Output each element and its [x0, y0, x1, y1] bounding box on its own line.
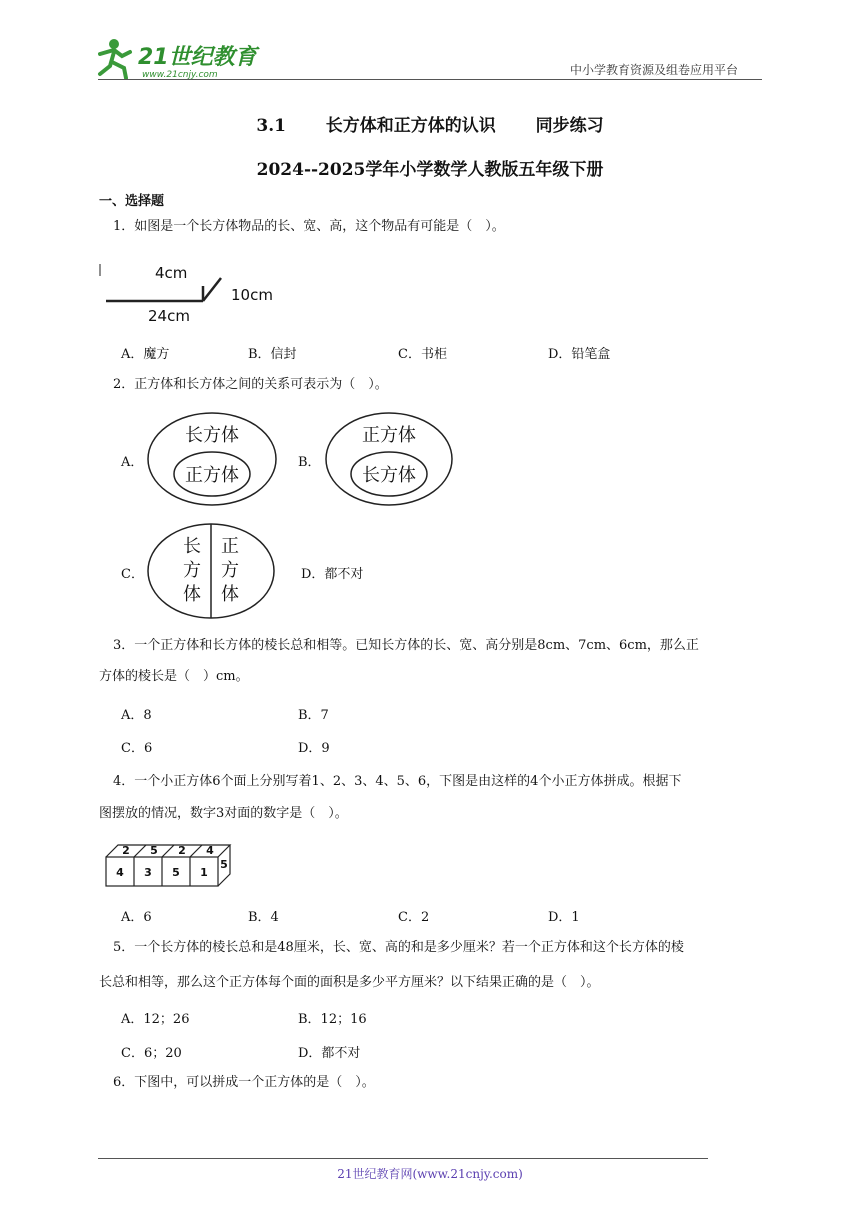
cube-3-front: 5 — [172, 866, 180, 879]
question-3-text-line1: 3．一个正方体和长方体的棱长总和相等。已知长方体的长、宽、高分别是8cm、7cm、6cm，那么正 — [113, 638, 699, 653]
cube-2-front: 3 — [144, 866, 152, 879]
cube-3-top: 2 — [178, 844, 186, 857]
question-2-text: 2．正方体和长方体之间的关系可表示为（ ）。 — [113, 377, 388, 392]
logo-text: 21世纪教育 — [138, 45, 257, 70]
question-5-text-line2: 长总和相等，那么这个正方体每个面的面积是多少平方厘米？以下结果正确的是（ ）。 — [99, 975, 600, 990]
diagram-c-left-1: 长 — [183, 536, 201, 557]
diagram-c-left-2: 方 — [183, 560, 201, 581]
label-height: 10cm — [231, 286, 273, 304]
question-1-figure — [98, 258, 288, 328]
diagram-b-inner-label: 长方体 — [362, 465, 416, 486]
diagram-a-inner-label: 正方体 — [185, 465, 239, 486]
runner-icon — [100, 39, 130, 78]
title-section-number: 3.1 — [256, 116, 286, 136]
diagram-a — [146, 411, 278, 507]
question-4-text-line1: 4．一个小正方体6个面上分别写着1、2、3、4、5、6，下图是由这样的4个小正方体拼成。根据下 — [113, 774, 682, 789]
q2-option-d[interactable]: D．都不对 — [301, 567, 364, 582]
label-width: 4cm — [155, 264, 188, 282]
header-divider — [98, 79, 762, 80]
question-4-text-line2: 图摆放的情况，数字3对面的数字是（ ）。 — [99, 806, 348, 821]
q2-option-b[interactable]: B． — [298, 455, 321, 470]
q4-option-c[interactable]: C．2 — [398, 910, 430, 925]
diagram-b-outer-label: 正方体 — [362, 425, 416, 446]
q4-option-a[interactable]: A．6 — [121, 910, 152, 925]
question-4-cubes-figure — [104, 841, 236, 889]
title-name: 长方体和正方体的认识 — [325, 116, 496, 136]
label-length: 24cm — [148, 307, 190, 325]
q4-option-d[interactable]: D．1 — [548, 910, 580, 925]
q3-option-c[interactable]: C．6 — [121, 741, 153, 756]
diagram-b — [324, 411, 454, 507]
q5-option-b[interactable]: B．12；16 — [298, 1012, 367, 1027]
q4-option-b[interactable]: B．4 — [248, 910, 279, 925]
cube-4-front: 1 — [200, 866, 208, 879]
q1-option-d[interactable]: D．铅笔盒 — [548, 347, 611, 362]
q5-option-a[interactable]: A．12；26 — [121, 1012, 190, 1027]
question-5-text-line1: 5．一个长方体的棱长总和是48厘米，长、宽、高的和是多少厘米？若一个正方体和这个长方体的棱 — [113, 940, 684, 955]
question-1-text: 1．如图是一个长方体物品的长、宽、高，这个物品有可能是（ ）。 — [113, 219, 505, 234]
q3-option-a[interactable]: A．8 — [121, 708, 152, 723]
platform-text: 中小学教育资源及组卷应用平台 — [570, 63, 739, 77]
question-3-text-line2: 方体的棱长是（ ）cm。 — [99, 669, 249, 684]
q3-option-b[interactable]: B．7 — [298, 708, 329, 723]
page-title — [0, 111, 860, 136]
diagram-c-left-3: 体 — [183, 584, 201, 605]
cube-2-top: 5 — [150, 844, 158, 857]
footer-text[interactable]: 21世纪教育网(www.21cnjy.com) — [337, 1167, 523, 1181]
cube-4-top: 4 — [206, 844, 214, 857]
diagram-c — [146, 522, 276, 620]
q2-option-a[interactable]: A． — [121, 455, 144, 470]
q1-option-b[interactable]: B．信封 — [248, 347, 297, 362]
diagram-a-outer-label: 长方体 — [185, 425, 239, 446]
footer-divider — [98, 1158, 708, 1159]
cube-4-side: 5 — [220, 858, 228, 871]
page-subtitle: 2024--2025学年小学数学人教版五年级下册 — [256, 160, 604, 180]
q3-option-d[interactable]: D．9 — [298, 741, 330, 756]
cube-1-top: 2 — [122, 844, 130, 857]
q1-option-c[interactable]: C．书柜 — [398, 347, 447, 362]
section-heading: 一、选择题 — [99, 194, 165, 209]
question-6-text: 6．下图中，可以拼成一个正方体的是（ ）。 — [113, 1075, 375, 1090]
title-type: 同步练习 — [535, 116, 604, 136]
q5-option-d[interactable]: D．都不对 — [298, 1046, 361, 1061]
q2-option-c[interactable]: C． — [121, 567, 144, 582]
q5-option-c[interactable]: C．6；20 — [121, 1046, 182, 1061]
logo-url: www.21cnjy.com — [142, 70, 218, 80]
diagram-c-right-1: 正 — [221, 536, 239, 557]
diagram-c-right-2: 方 — [221, 560, 239, 581]
diagram-c-right-3: 体 — [221, 584, 239, 605]
cube-1-front: 4 — [116, 866, 124, 879]
q1-option-a[interactable]: A．魔方 — [121, 347, 170, 362]
site-logo — [92, 34, 262, 84]
